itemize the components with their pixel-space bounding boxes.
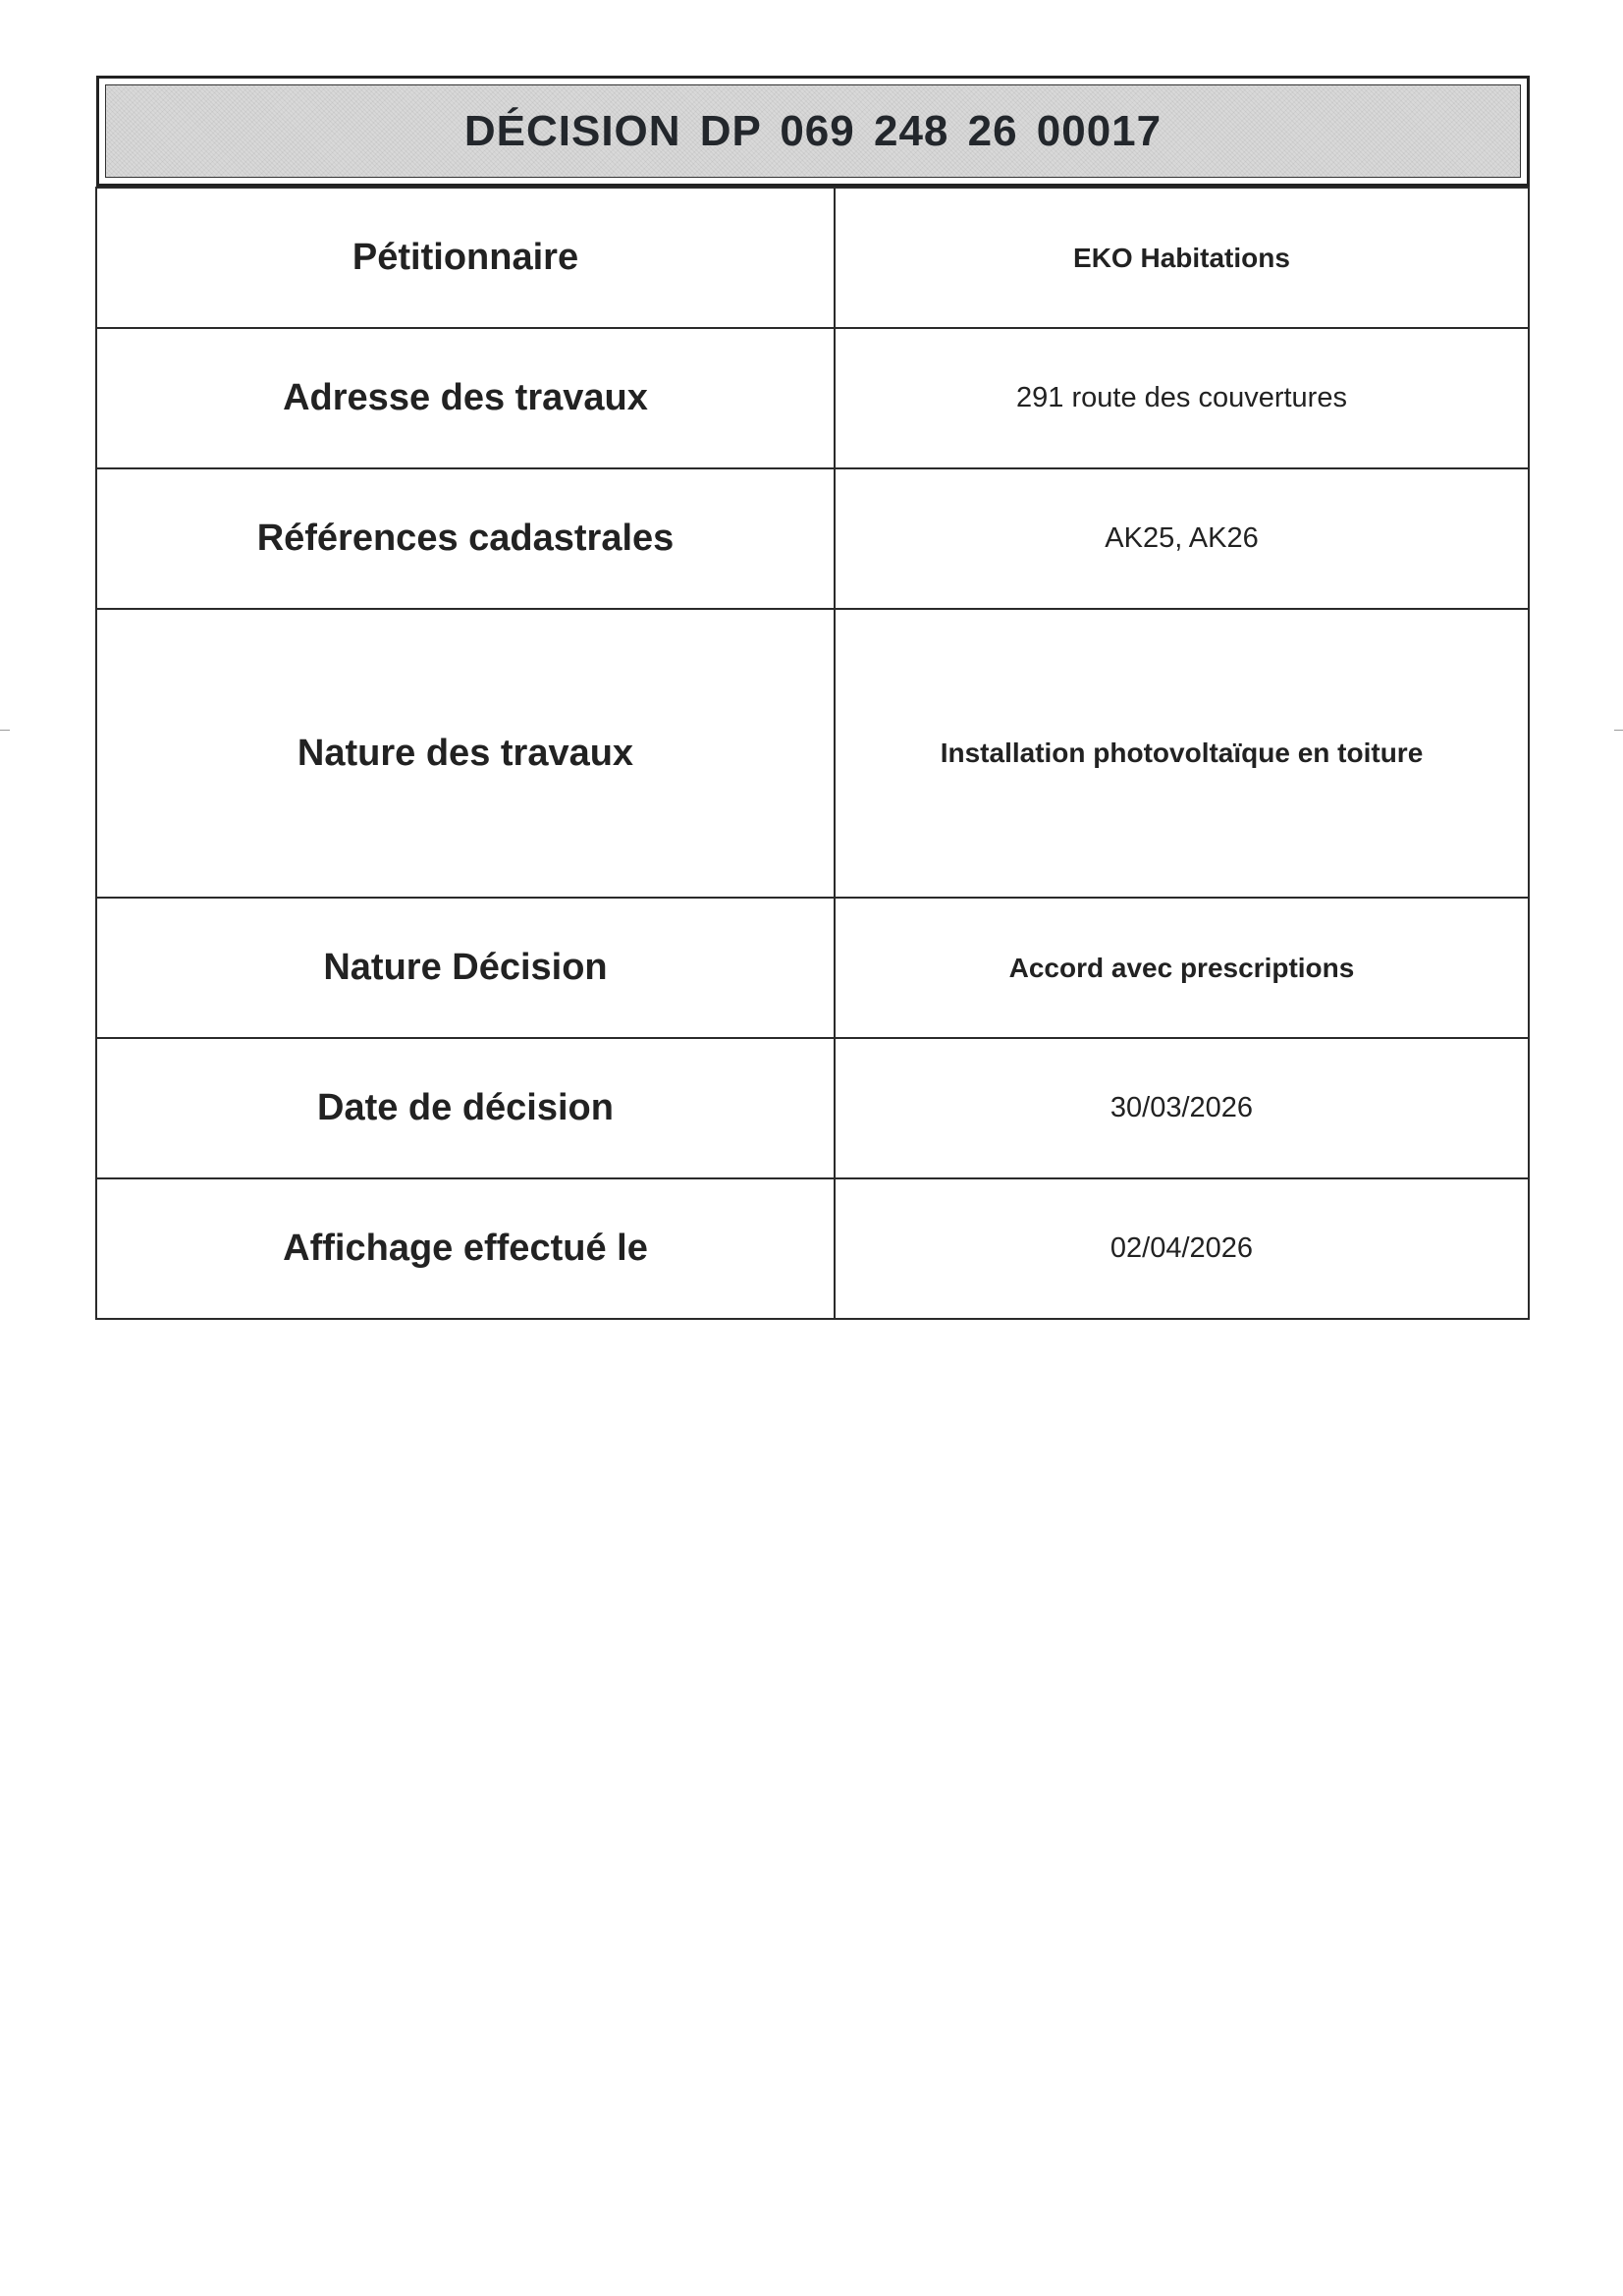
- decision-title-box: [96, 76, 1530, 187]
- row-label: Pétitionnaire: [96, 188, 835, 328]
- table-row-affichage: [96, 1178, 1529, 1319]
- row-label: Références cadastrales: [96, 468, 835, 609]
- row-label: Adresse des travaux: [96, 328, 835, 468]
- table-row-nature-decision: [96, 898, 1529, 1038]
- table-row-nature-travaux: [96, 609, 1529, 898]
- table-row-date-decision: [96, 1038, 1529, 1178]
- row-value: 291 route des couvertures: [835, 328, 1529, 468]
- row-label: Date de décision: [96, 1038, 835, 1178]
- table-row-petitionnaire: [96, 188, 1529, 328]
- row-value: 30/03/2026: [835, 1038, 1529, 1178]
- row-label: Nature Décision: [96, 898, 835, 1038]
- row-value: Accord avec prescriptions: [835, 898, 1529, 1038]
- row-value: 02/04/2026: [835, 1178, 1529, 1319]
- row-value: EKO Habitations: [835, 188, 1529, 328]
- decision-info-table: [95, 187, 1530, 1320]
- row-label: Affichage effectué le: [96, 1178, 835, 1319]
- scan-margin-mark: [0, 730, 10, 731]
- row-value: Installation photovoltaïque en toiture: [835, 609, 1529, 898]
- row-label: Nature des travaux: [96, 609, 835, 898]
- row-value: AK25, AK26: [835, 468, 1529, 609]
- table-row-adresse: [96, 328, 1529, 468]
- scan-margin-mark: [1614, 730, 1623, 731]
- decision-title: DÉCISION DP 069 248 26 00017: [463, 106, 1163, 155]
- decision-title-banner: [105, 84, 1521, 178]
- table-row-references: [96, 468, 1529, 609]
